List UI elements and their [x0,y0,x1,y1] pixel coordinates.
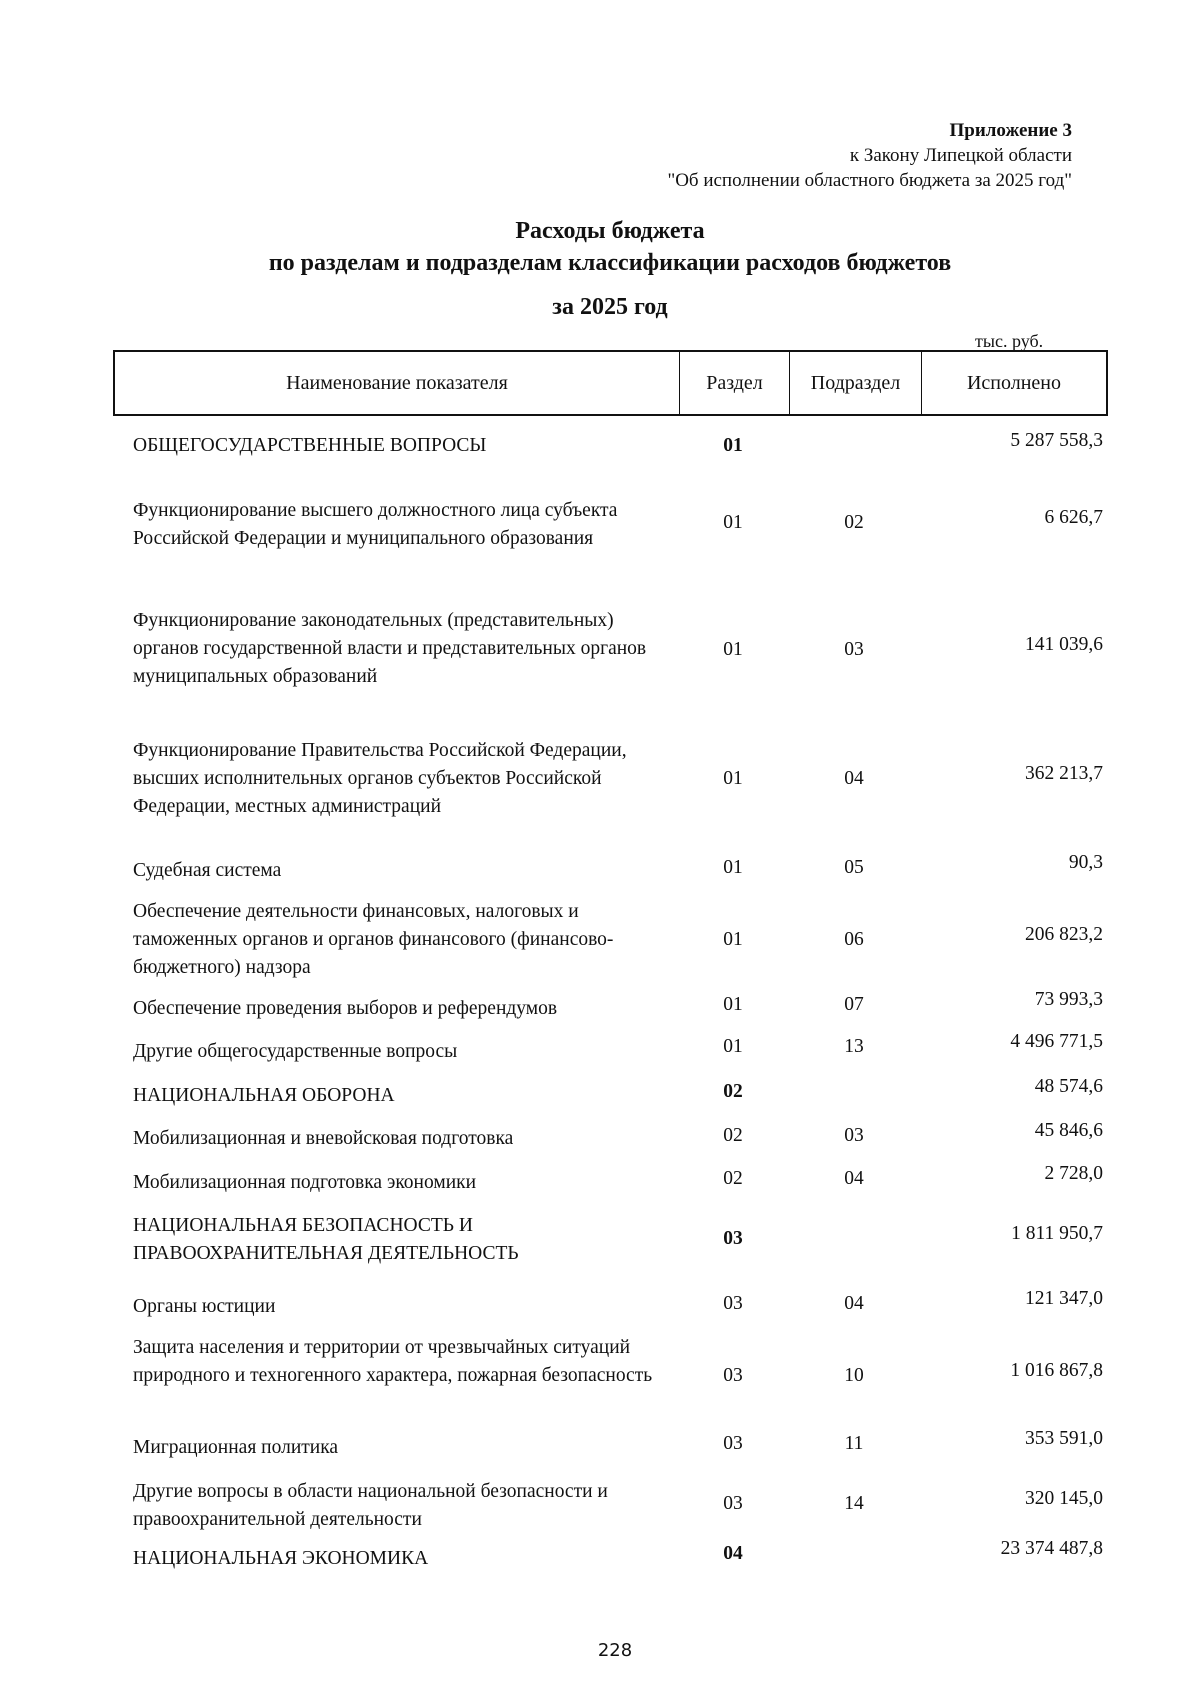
row-name: Мобилизационная подготовка экономики [133,1172,477,1193]
row-name: Судебная система [133,860,282,881]
row-name: Мобилизационная и вневойсковая подготовка [133,1128,514,1149]
row-podrazdel: 04 [844,768,864,789]
row-name: Функционирование Правительства Российской Федерации, высших исполнительных органов субъектов Российской Федерации, местных администраций [133,740,627,817]
row-razdel: 01 [723,929,743,950]
row-podrazdel: 03 [844,639,864,660]
row-podrazdel: 06 [844,929,864,950]
row-razdel: 03 [723,1433,743,1454]
row-razdel: 01 [723,435,743,456]
row-razdel: 01 [723,857,743,878]
row-podrazdel: 05 [844,857,864,878]
row-razdel: 03 [723,1293,743,1314]
row-value: 121 347,0 [1025,1288,1103,1309]
document-title-line3: за 2025 год [552,294,668,320]
row-value: 48 574,6 [1034,1076,1103,1097]
header-razdel: Раздел [680,352,790,414]
row-value: 362 213,7 [1025,763,1103,784]
row-podrazdel: 14 [844,1493,864,1514]
row-podrazdel: 02 [844,512,864,533]
row-razdel: 02 [723,1081,743,1102]
row-value: 6 626,7 [1044,507,1103,528]
table-header [113,350,1108,416]
row-name: ОБЩЕГОСУДАРСТВЕННЫЕ ВОПРОСЫ [133,435,487,456]
row-value: 90,3 [1068,852,1103,873]
row-razdel: 01 [723,512,743,533]
row-name: НАЦИОНАЛЬНАЯ БЕЗОПАСНОСТЬ И ПРАВООХРАНИТЕЛЬНАЯ ДЕЯТЕЛЬНОСТЬ [133,1215,519,1264]
row-name: НАЦИОНАЛЬНАЯ ОБОРОНА [133,1085,395,1106]
page-number: 228 [597,1640,633,1661]
appendix-law-line: к Закону Липецкой области [849,145,1072,166]
row-name: Обеспечение проведения выборов и референдумов [133,998,558,1019]
row-name: Миграционная политика [133,1437,339,1458]
row-razdel: 01 [723,639,743,660]
row-value: 353 591,0 [1025,1428,1103,1449]
row-name: Другие вопросы в области национальной безопасности и правоохранительной деятельности [133,1481,608,1530]
header-executed: Исполнено [966,371,1062,394]
row-podrazdel: 10 [844,1365,864,1386]
header-name: Наименование показателя [115,352,680,414]
row-podrazdel: 04 [844,1293,864,1314]
appendix-title: Приложение 3 [949,120,1072,141]
row-value: 2 728,0 [1044,1163,1103,1184]
row-value: 1 016 867,8 [1010,1360,1103,1381]
row-name: НАЦИОНАЛЬНАЯ ЭКОНОМИКА [133,1548,429,1569]
row-podrazdel: 11 [844,1433,864,1454]
row-podrazdel: 07 [844,994,864,1015]
row-podrazdel: 13 [844,1036,864,1057]
header-podrazdel: Подраздел [790,352,922,414]
document-title-line2: по разделам и подразделам классификации расходов бюджетов [268,250,952,276]
document-title-line1: Расходы бюджета [515,218,705,244]
row-razdel: 04 [723,1543,743,1564]
row-name: Обеспечение деятельности финансовых, налоговых и таможенных органов и органов финансового (финансово-бюджетного) надзора [133,901,614,978]
row-razdel: 03 [723,1228,743,1249]
row-razdel: 03 [723,1493,743,1514]
row-razdel: 01 [723,994,743,1015]
row-name: Органы юстиции [133,1296,276,1317]
row-razdel: 02 [723,1125,743,1146]
row-razdel: 01 [723,1036,743,1057]
row-value: 1 811 950,7 [1011,1223,1103,1244]
row-name: Функционирование законодательных (представительных) органов государственной власти и представительных органов муниципальных образований [133,610,647,687]
row-razdel: 02 [723,1168,743,1189]
row-razdel: 03 [723,1365,743,1386]
row-value: 73 993,3 [1034,989,1103,1010]
row-value: 23 374 487,8 [1000,1538,1103,1559]
row-razdel: 01 [723,768,743,789]
row-value: 4 496 771,5 [1010,1031,1103,1052]
row-name: Другие общегосударственные вопросы [133,1041,458,1062]
row-value: 141 039,6 [1025,634,1103,655]
appendix-header [667,118,1072,193]
appendix-law-title: "Об исполнении областного бюджета за 2025 год" [667,170,1072,191]
unit-label: тыс. руб. [975,331,1044,351]
row-name: Функционирование высшего должностного лица субъекта Российской Федерации и муниципального образования [133,500,618,549]
row-value: 5 287 558,3 [1010,430,1103,451]
row-name: Защита населения и территории от чрезвычайных ситуаций природного и техногенного характера, пожарная безопасность [133,1337,653,1386]
row-podrazdel: 04 [844,1168,864,1189]
row-podrazdel: 03 [844,1125,864,1146]
row-value: 320 145,0 [1025,1488,1103,1509]
row-value: 45 846,6 [1034,1120,1103,1141]
row-value: 206 823,2 [1025,924,1103,945]
